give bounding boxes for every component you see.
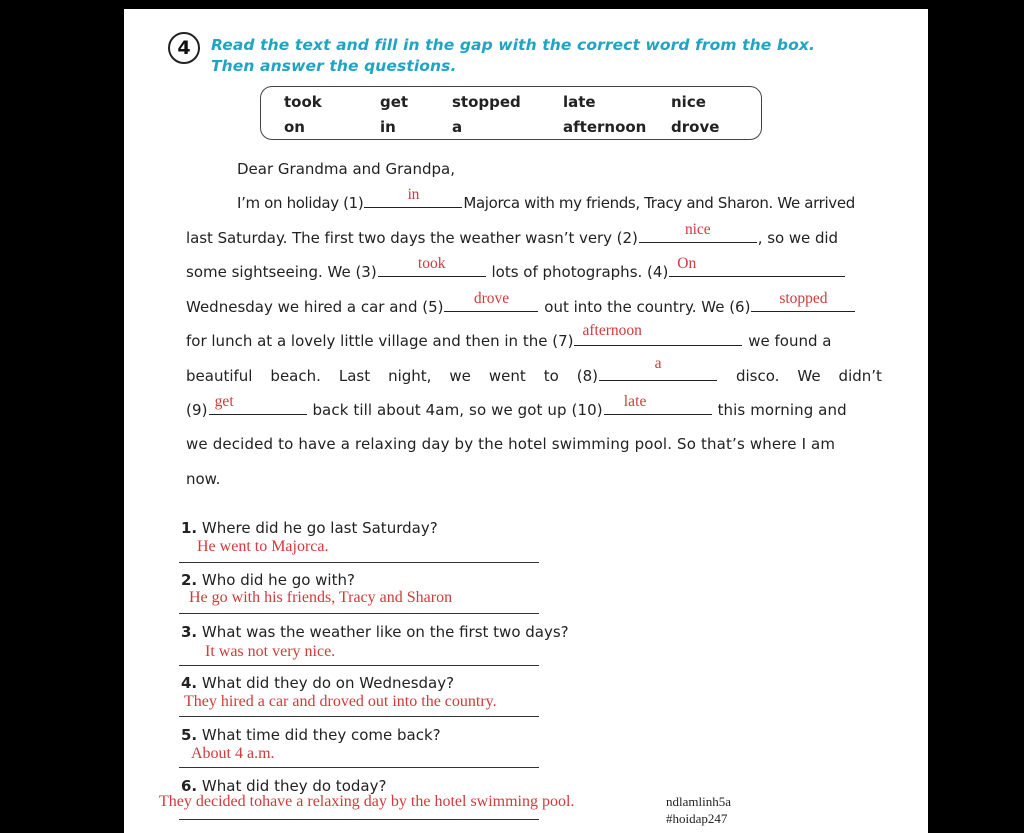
word-box-word: drove	[671, 118, 720, 136]
word-box-word: stopped	[452, 93, 521, 111]
letter-line-2	[186, 221, 882, 248]
question-2	[181, 571, 355, 589]
letter-text: this morning and	[717, 401, 847, 419]
answer-line	[179, 819, 539, 820]
answer-line	[179, 613, 539, 614]
word-box-word: in	[380, 118, 396, 136]
instruction-line-1: Read the text and fill in the gap with the correct word from the box.	[211, 36, 815, 54]
worksheet-page	[124, 9, 928, 833]
question-number: 4.	[181, 674, 198, 692]
letter-line-6	[186, 355, 882, 386]
question-number: 3.	[181, 623, 198, 641]
gap-5[interactable]	[444, 290, 538, 312]
question-number: 1.	[181, 519, 198, 537]
word-box-word: get	[380, 93, 409, 111]
letter-line-1	[237, 186, 882, 213]
gap-answer: took	[417, 255, 446, 272]
question-answer-2: He go with his friends, Tracy and Sharon	[189, 589, 453, 606]
word-box	[260, 86, 762, 140]
letter-word: beach.	[270, 367, 321, 385]
letter-word: didn’t	[838, 367, 882, 385]
letter-word: Last	[338, 367, 371, 385]
gap-answer: late	[623, 393, 647, 410]
gap-answer: a	[654, 355, 662, 372]
letter-word: to	[543, 367, 559, 385]
gap-4[interactable]	[669, 255, 845, 277]
question-number: 6.	[181, 777, 198, 795]
word-box-word: a	[452, 118, 463, 136]
letter-text: back till about 4am, so we got up (10)	[312, 401, 603, 419]
gap-answer: get	[214, 393, 234, 410]
question-text: Who did he go with?	[201, 571, 355, 589]
answer-line	[179, 767, 539, 768]
question-1	[181, 519, 438, 537]
gap-answer: in	[407, 186, 420, 203]
question-5	[181, 726, 441, 744]
letter-text: for lunch at a lovely little village and then in the (7)	[186, 332, 574, 350]
letter-text: , so we did	[757, 229, 839, 247]
gap-7[interactable]	[574, 322, 742, 346]
gap-2[interactable]	[639, 221, 757, 243]
letter-text: I’m on holiday (1)	[237, 194, 364, 212]
letter-line-5	[186, 322, 882, 351]
question-text: What did they do today?	[201, 777, 387, 795]
letter-word: beautiful	[186, 367, 253, 385]
word-box-word: took	[284, 93, 322, 111]
question-number: 5.	[181, 726, 198, 744]
question-answer-4: They hired a car and droved out into the country.	[184, 693, 497, 710]
exercise-number: 4	[168, 32, 200, 64]
question-text: What time did they come back?	[201, 726, 441, 744]
word-box-word: afternoon	[563, 118, 647, 136]
question-3	[181, 623, 569, 641]
letter-word: went	[488, 367, 526, 385]
gap-3[interactable]	[378, 255, 486, 277]
gap-answer: stopped	[779, 290, 828, 307]
letter-text: Wednesday we hired a car and (5)	[186, 298, 444, 316]
letter-word: (8)	[576, 367, 599, 385]
question-number: 2.	[181, 571, 198, 589]
letter-text: last Saturday. The first two days the weather wasn’t very (2)	[186, 229, 638, 247]
gap-answer: On	[677, 255, 697, 272]
letter-word-with-gap	[576, 355, 718, 386]
letter-line-7	[186, 393, 882, 420]
letter-text: out into the country. We (6)	[544, 298, 751, 316]
gap-6[interactable]	[751, 290, 855, 312]
letter-word: we	[449, 367, 471, 385]
letter-line-3	[186, 255, 882, 282]
gap-answer: drove	[473, 290, 510, 307]
question-answer-6: They decided tohave a relaxing day by the hotel swimming pool.	[159, 793, 575, 810]
letter-line-8: we decided to have a relaxing day by the hotel swimming pool. So that’s where I am	[186, 435, 836, 453]
letter-word: disco.	[735, 367, 780, 385]
letter-line-4	[186, 290, 882, 317]
letter-word: night,	[388, 367, 432, 385]
question-4	[181, 674, 454, 692]
signature-hashtag: #hoidap247	[666, 811, 728, 826]
gap-9[interactable]	[209, 393, 307, 415]
question-text: Where did he go last Saturday?	[201, 519, 438, 537]
letter-text: some sightseeing. We (3)	[186, 263, 377, 281]
question-answer-5: About 4 a.m.	[191, 745, 275, 762]
letter-word: We	[797, 367, 821, 385]
gap-1[interactable]	[364, 186, 462, 208]
instruction-line-2: Then answer the questions.	[211, 57, 457, 75]
gap-8[interactable]	[599, 355, 717, 381]
answer-line	[179, 562, 539, 563]
word-box-word: nice	[671, 93, 706, 111]
signature-username: ndlamlinh5a	[666, 794, 731, 809]
word-box-word: late	[563, 93, 596, 111]
gap-answer: afternoon	[582, 322, 642, 339]
gap-answer: nice	[684, 221, 711, 238]
question-text: What did they do on Wednesday?	[201, 674, 455, 692]
answer-line	[179, 716, 539, 717]
letter-greeting: Dear Grandma and Grandpa,	[237, 160, 455, 178]
letter-line-9: now.	[186, 470, 221, 488]
question-answer-1: He went to Majorca.	[197, 538, 329, 555]
letter-text: Majorca with my friends, Tracy and Sharon. We arrived	[463, 194, 855, 212]
letter-text: lots of photographs. (4)	[491, 263, 669, 281]
letter-text: (9)	[186, 401, 208, 419]
question-text: What was the weather like on the first two days?	[201, 623, 569, 641]
gap-10[interactable]	[604, 393, 712, 415]
letter-text: we found a	[748, 332, 832, 350]
answer-line	[179, 665, 539, 666]
question-answer-3: It was not very nice.	[205, 643, 336, 660]
word-box-word: on	[284, 118, 305, 136]
